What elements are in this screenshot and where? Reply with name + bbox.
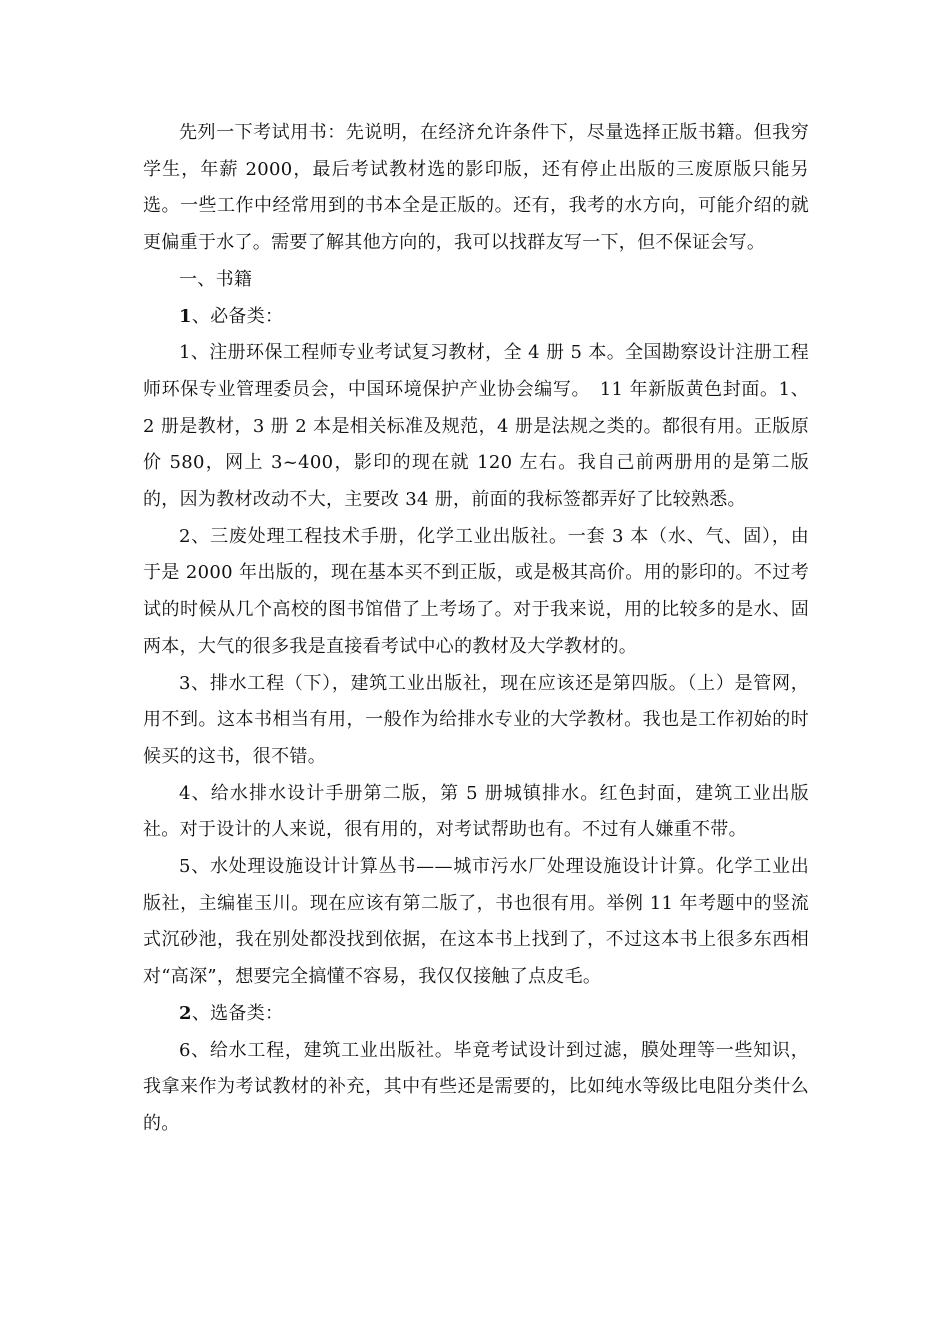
book-item-3: 3、排水工程（下），建筑工业出版社，现在应该还是第四版。（上）是管网，用不到。这本书相当有用，一般作为给排水专业的大学教材。我也是工作初始的时候买的这书，很不错。 [143, 672, 809, 767]
subheading-required-number: 1 [179, 305, 192, 327]
subheading-required-label: 、必备类： [191, 305, 284, 327]
subheading-optional-number: 2 [179, 1002, 192, 1024]
book-item-1: 1、注册环保工程师专业考试复习教材，全 4 册 5 本。全国勘察设计注册工程师环保专业管理委员会，中国环境保护产业协会编写。 11 年新版黄色封面。1、2 册是教材，3 册 2 本是相关标准及规范，4 册是法规之类的。都很有用。正版原价 580，网上 3~400，影印的现在就 120 左右。我自己前两册用的是第二版的，因为教材改动不大，主要改 34 册，前面的我标签都弄好了比较熟悉。 [143, 342, 809, 511]
book-item-6: 6、给水工程，建筑工业出版社。毕竟考试设计到过滤，膜处理等一些知识，我拿来作为考试教材的补充，其中有些还是需要的，比如纯水等级比电阻分类什么的。 [143, 1039, 809, 1134]
subheading-required [143, 299, 809, 336]
subheading-optional [143, 996, 809, 1033]
book-item-5: 5、水处理设施设计计算丛书——城市污水厂处理设施设计计算。化学工业出版社，主编崔玉川。现在应该有第二版了，书也很有用。举例 11 年考题中的竖流式沉砂池，我在别处都没找到依据，在这本书上找到了，不过这本书上很多东西相对“高深”，想要完全搞懂不容易，我仅仅接触了点皮毛。 [143, 856, 809, 988]
document-body [143, 115, 809, 1143]
book-item-2: 2、三废处理工程技术手册，化学工业出版社。一套 3 本（水、气、固），由于是 2000 年出版的，现在基本买不到正版，或是极其高价。用的影印的。不过考试的时候从几个高校的图书馆借了上考场了。对于我来说，用的比较多的是水、固两本，大气的很多我是直接看考试中心的教材及大学教材的。 [143, 525, 809, 657]
intro-paragraph: 先列一下考试用书：先说明，在经济允许条件下，尽量选择正版书籍。但我穷学生，年薪 2000，最后考试教材选的影印版，还有停止出版的三废原版只能另选。一些工作中经常用到的书本全是正版的。还有，我考的水方向，可能介绍的就更偏重于水了。需要了解其他方向的，我可以找群友写一下，但不保证会写。 [143, 122, 809, 254]
book-item-4: 4、给水排水设计手册第二版，第 5 册城镇排水。红色封面，建筑工业出版社。对于设计的人来说，很有用的，对考试帮助也有。不过有人嫌重不带。 [143, 782, 809, 841]
section-heading-books: 一、书籍 [179, 268, 253, 290]
subheading-optional-label: 、选备类： [191, 1002, 284, 1024]
